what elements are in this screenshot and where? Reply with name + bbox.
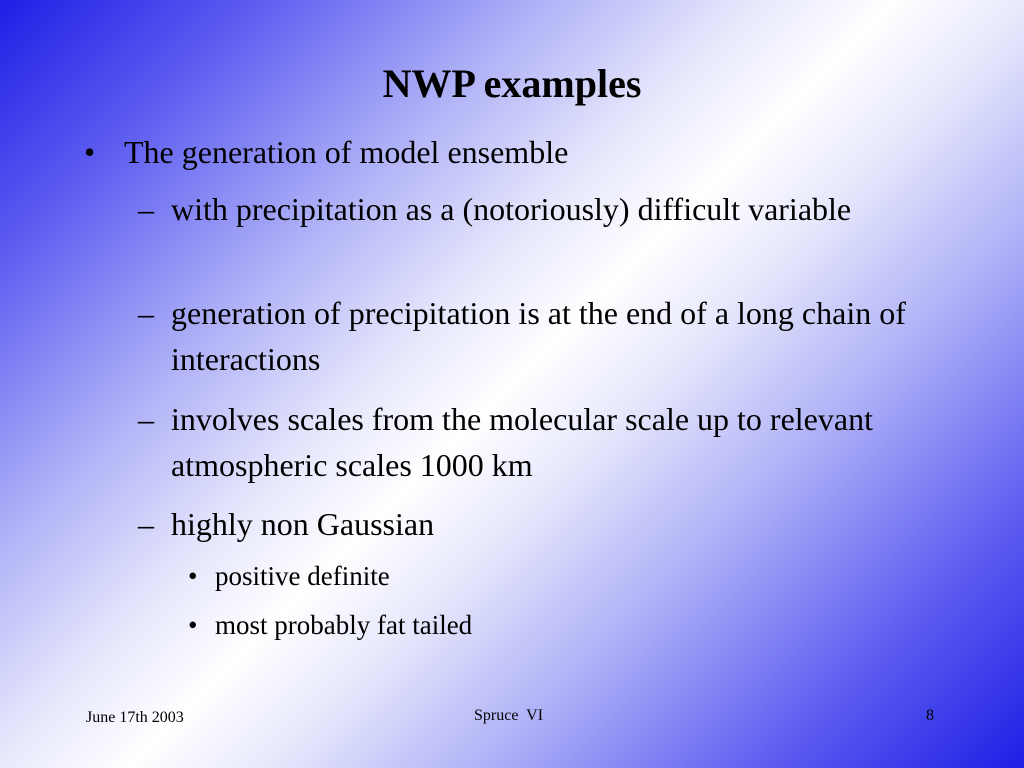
- dash-marker: –: [138, 295, 154, 331]
- sub-bullet-text: with precipitation as a (notoriously) difficult variable: [171, 191, 852, 227]
- bullet-marker: •: [84, 134, 96, 170]
- bullet-text: The generation of model ensemble: [124, 134, 569, 170]
- page-number: 8: [926, 707, 934, 724]
- dash-marker: –: [138, 506, 154, 542]
- sub-sub-bullet-text: positive definite: [215, 561, 390, 591]
- sub-bullet-text: generation of precipitation is at the end of a long chain of interactions: [171, 295, 906, 377]
- sub-bullet-text: highly non Gaussian: [171, 506, 435, 542]
- footer-date: June 17th 2003: [86, 709, 184, 726]
- sub-sub-bullet-text: most probably fat tailed: [215, 610, 473, 640]
- bullet-marker: •: [188, 610, 198, 640]
- dash-marker: –: [138, 191, 154, 227]
- dash-marker: –: [138, 401, 154, 437]
- bullet-marker: •: [188, 561, 198, 591]
- footer-center-text: Spruce VI: [474, 707, 544, 724]
- sub-bullet-text: involves scales from the molecular scale up to relevant atmospheric scales 1000 km: [171, 401, 873, 483]
- slide-title: NWP examples: [382, 61, 642, 106]
